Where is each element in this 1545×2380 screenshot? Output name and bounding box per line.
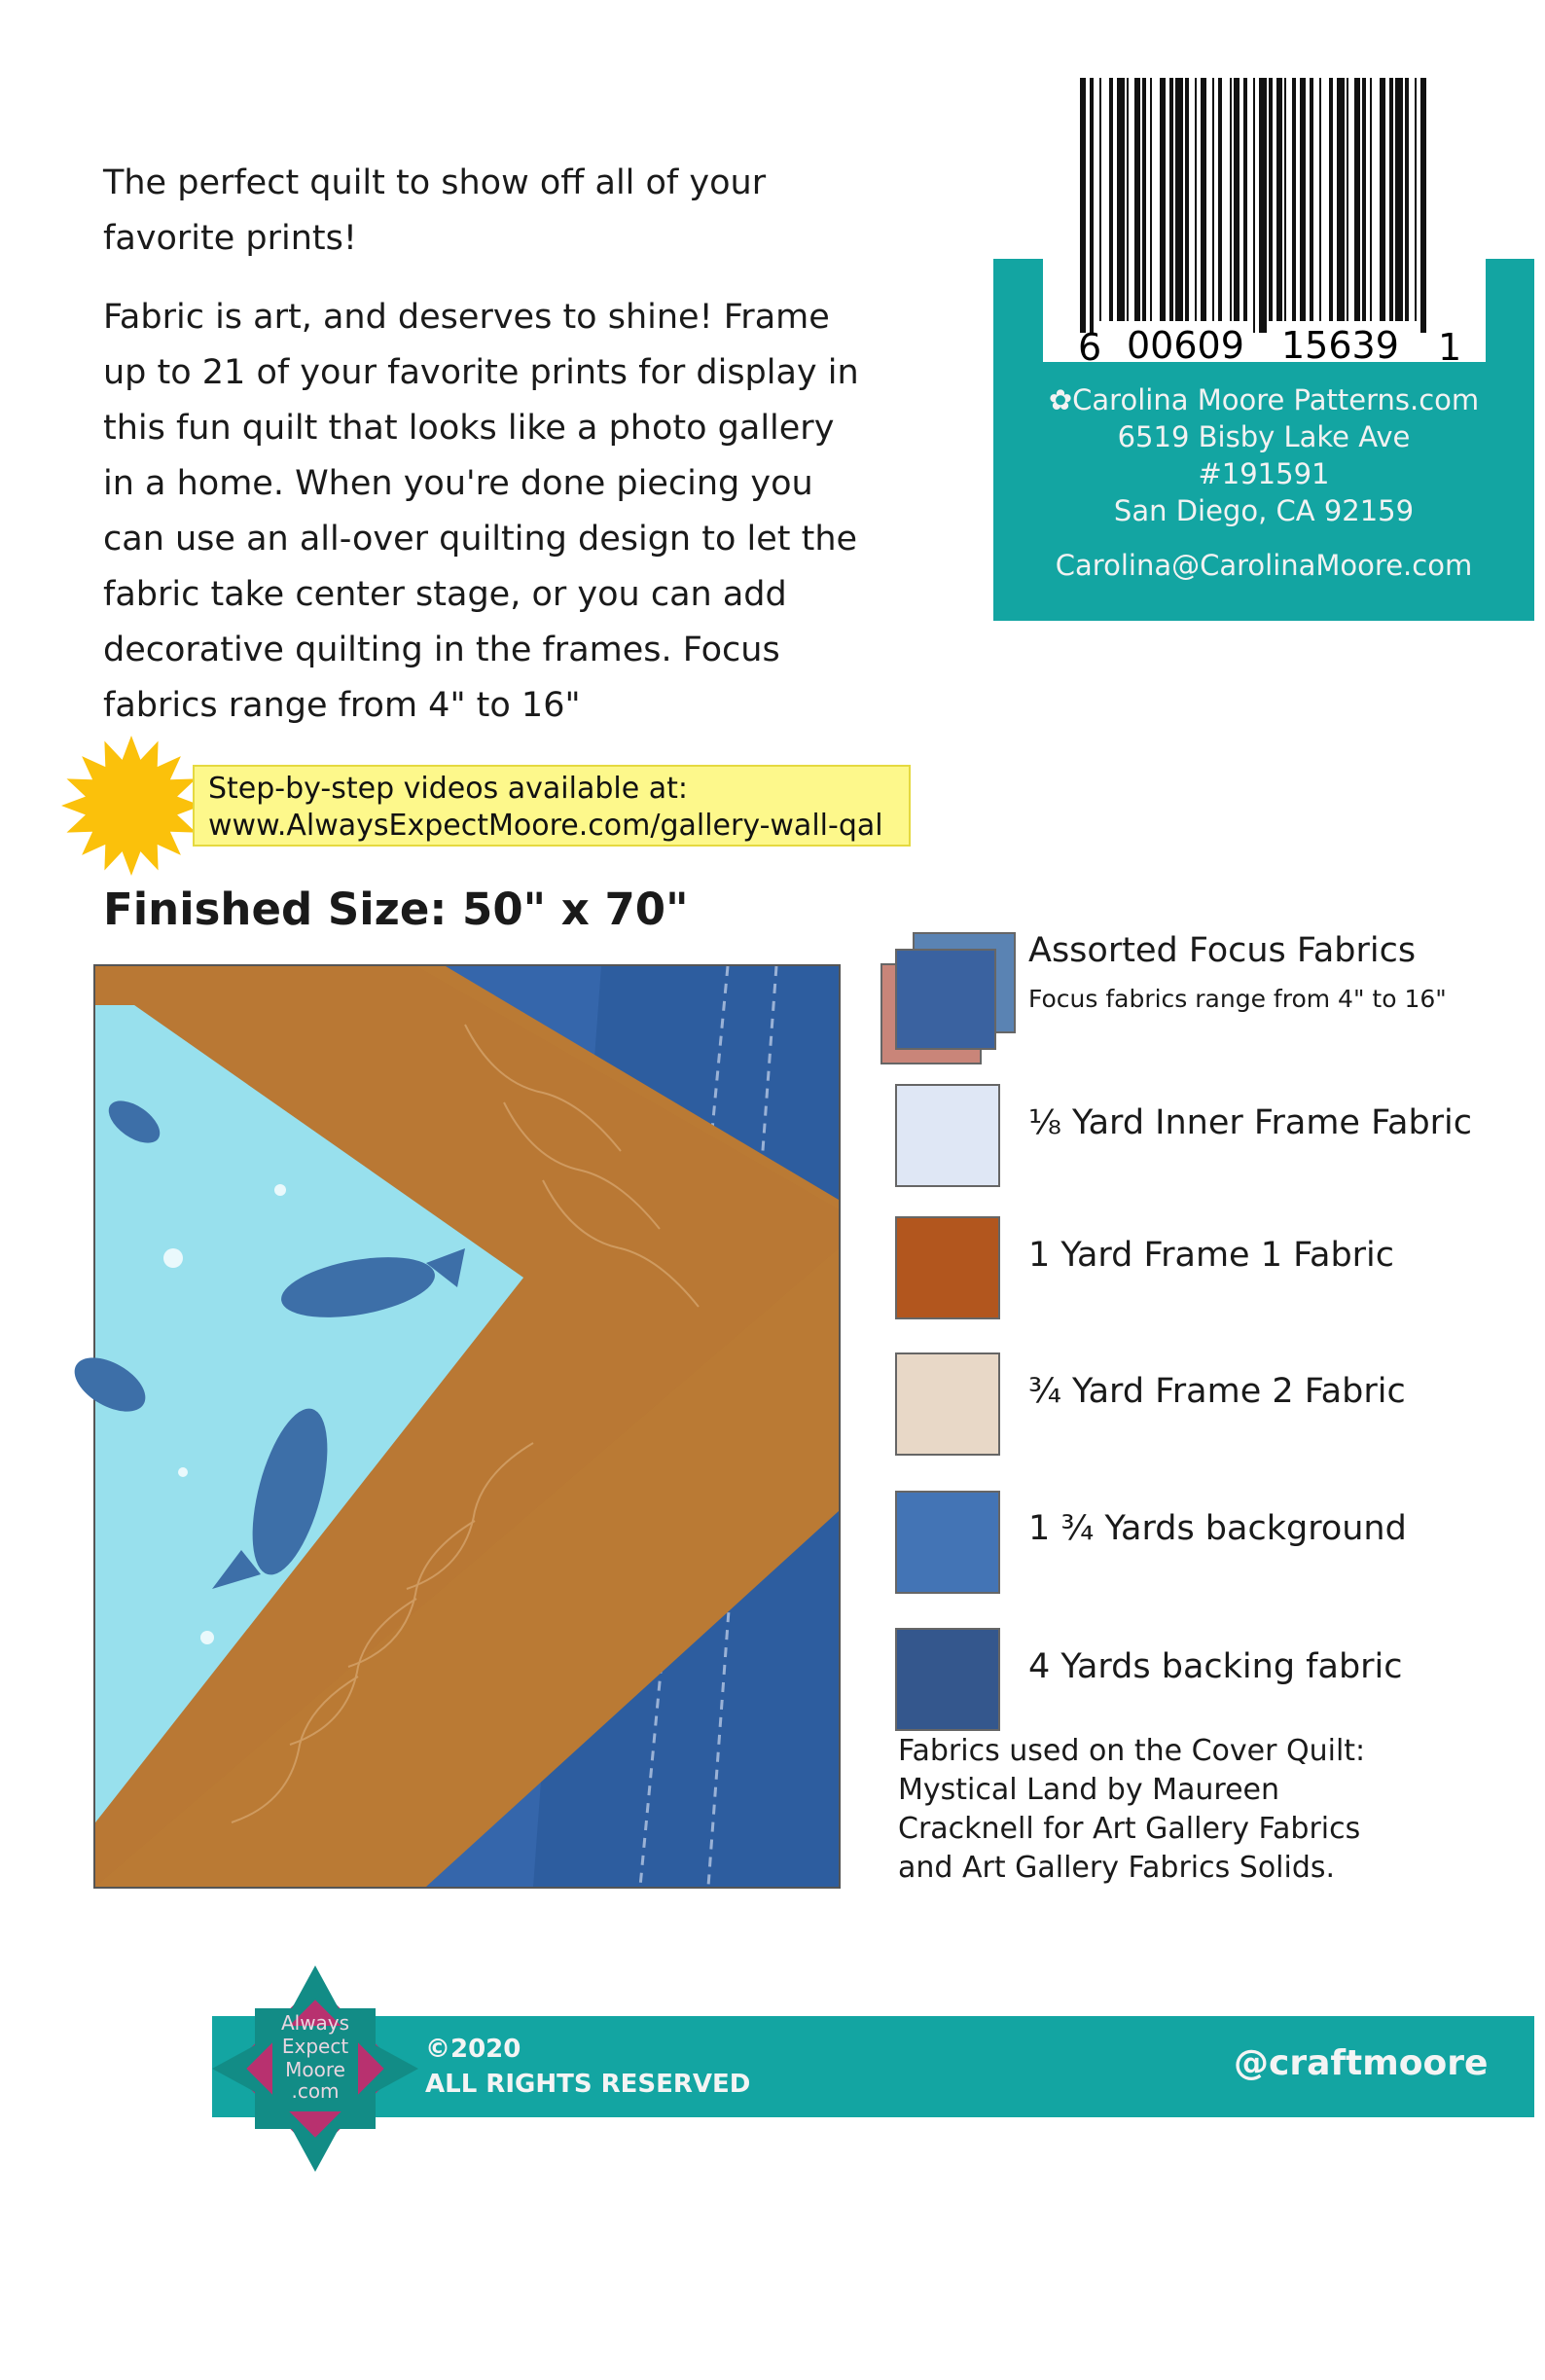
barcode-bar: [1354, 78, 1360, 321]
intro-paragraph-2: Fabric is art, and deserves to shine! Frame up to 21 of your favorite prints for display in this fun quilt that looks like a photo gallery in a home. When you're done piecing you can use an all-over quilting design to let the fabric take center stage, or you can add decorative quilting in the frames. Focus fabrics range from 4" to 16": [103, 298, 859, 725]
backing-swatch: [895, 1628, 1000, 1731]
cover-note-line: and Art Gallery Fabrics Solids.: [898, 1851, 1336, 1885]
logo-text-4: .com: [291, 2079, 340, 2103]
barcode-bar: [1347, 78, 1348, 321]
video-note: [193, 765, 911, 847]
frame-2-swatch: [895, 1352, 1000, 1456]
quilt-photo: [93, 964, 841, 1889]
barcode-bar: [1259, 78, 1267, 333]
cover-note-line: Cracknell for Art Gallery Fabrics: [898, 1812, 1361, 1846]
intro-paragraph-1: The perfect quilt to show off all of your favorite prints!: [103, 163, 767, 258]
material-label-frame-2: ¾ Yard Frame 2 Fabric: [1028, 1372, 1406, 1411]
barcode-bar: [1099, 78, 1101, 321]
intro-text: [103, 156, 872, 757]
barcode-bar: [1160, 78, 1166, 321]
barcode-bar: [1300, 78, 1306, 321]
frame-1-swatch: [895, 1216, 1000, 1319]
barcode-bar: [1080, 78, 1086, 333]
barcode-bar: [1169, 78, 1173, 321]
copyright: [425, 2032, 750, 2102]
address-company: ✿Carolina Moore Patterns.com: [1048, 383, 1480, 416]
material-label-frame-1: 1 Yard Frame 1 Fabric: [1028, 1236, 1395, 1275]
address-email: Carolina@CarolinaMoore.com: [1055, 549, 1473, 582]
barcode: [1078, 78, 1462, 369]
barcode-bar: [1362, 78, 1366, 321]
barcode-digit-right: 1: [1438, 326, 1462, 369]
barcode-bar: [1142, 78, 1146, 321]
address-unit: #191591: [1198, 457, 1330, 490]
video-note-line-1: Step-by-step videos available at:: [208, 772, 688, 806]
background-swatch: [895, 1491, 1000, 1594]
logo-text-1: Always: [280, 2011, 350, 2035]
barcode-bar: [1234, 78, 1240, 321]
logo-text-3: Moore: [285, 2058, 345, 2081]
barcode-bars: [1080, 78, 1426, 333]
always-expect-moore-logo: [212, 1965, 418, 2172]
barcode-bar: [1269, 78, 1273, 321]
cover-note-line: Fabrics used on the Cover Quilt:: [898, 1734, 1366, 1768]
cover-fabrics-note: [898, 1732, 1365, 1888]
finished-size-title: Finished Size: 50" x 70": [103, 883, 689, 935]
social-handle[interactable]: @craftmoore: [1234, 2043, 1489, 2083]
barcode-digit-left: 6: [1078, 326, 1102, 369]
barcode-bar: [1127, 78, 1129, 321]
barcode-bar: [1134, 78, 1140, 321]
inner-frame-swatch: [895, 1084, 1000, 1187]
barcode-bar: [1395, 78, 1403, 321]
address-street: 6519 Bisby Lake Ave: [1117, 420, 1411, 453]
barcode-bar: [1109, 78, 1113, 321]
barcode-bar: [1212, 78, 1214, 321]
sun-burst-icon: [60, 735, 202, 877]
focus-swatch-front: [895, 949, 996, 1050]
barcode-bar: [1201, 78, 1206, 321]
barcode-bar: [1329, 78, 1333, 321]
barcode-bar: [1389, 78, 1393, 321]
barcode-bar: [1415, 78, 1417, 321]
barcode-bar: [1276, 78, 1282, 321]
barcode-bar: [1195, 78, 1197, 321]
barcode-bar: [1175, 78, 1183, 321]
material-label-backing: 4 Yards backing fabric: [1028, 1647, 1403, 1686]
barcode-group-2: 15639: [1281, 324, 1399, 367]
barcode-bar: [1243, 78, 1247, 321]
video-note-url[interactable]: www.AlwaysExpectMoore.com/gallery-wall-qal: [208, 809, 883, 843]
barcode-bar: [1185, 78, 1189, 321]
barcode-bar: [1337, 78, 1345, 321]
material-label-focus: Assorted Focus Fabrics: [1028, 931, 1417, 970]
copyright-year: ©2020: [425, 2035, 521, 2064]
logo-text-2: Expect: [281, 2035, 349, 2058]
barcode-bar: [1420, 78, 1426, 333]
barcode-bar: [1150, 78, 1152, 321]
barcode-bar: [1253, 78, 1255, 333]
barcode-group-1: 00609: [1127, 324, 1244, 367]
barcode-bar: [1117, 78, 1125, 321]
cover-note-line: Mystical Land by Maureen: [898, 1773, 1280, 1807]
barcode-bar: [1230, 78, 1232, 321]
barcode-bar: [1218, 78, 1222, 321]
address-city: San Diego, CA 92159: [1113, 494, 1415, 527]
flower-icon: ✿: [1048, 383, 1073, 416]
material-label-inner-frame: ⅛ Yard Inner Frame Fabric: [1028, 1103, 1473, 1142]
barcode-bar: [1405, 78, 1409, 321]
barcode-bar: [1380, 78, 1385, 321]
address: [993, 381, 1534, 584]
barcode-bar: [1292, 78, 1296, 321]
barcode-bar: [1370, 78, 1372, 321]
barcode-bar: [1310, 78, 1313, 321]
material-label-background: 1 ¾ Yards background: [1028, 1509, 1407, 1548]
material-sublabel-focus: Focus fabrics range from 4" to 16": [1028, 985, 1447, 1013]
rights-reserved: ALL RIGHTS RESERVED: [425, 2070, 751, 2099]
barcode-bar: [1319, 78, 1321, 321]
barcode-bar: [1090, 78, 1094, 333]
barcode-bar: [1284, 78, 1286, 321]
